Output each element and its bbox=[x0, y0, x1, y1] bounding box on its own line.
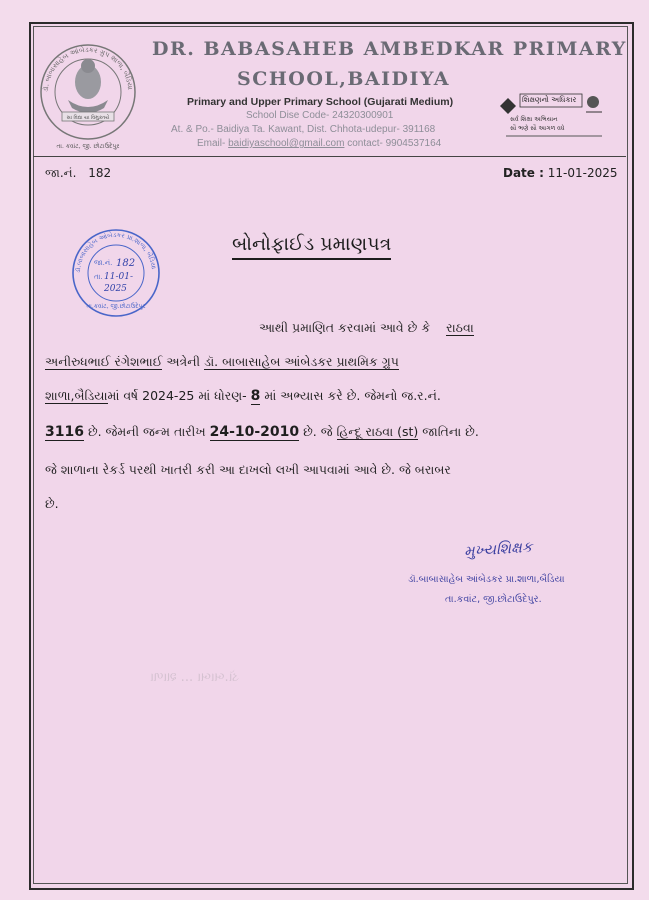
logo-ribbon-text: સા વિદ્યા યા વિમુક્તયે bbox=[66, 115, 110, 121]
school-stamp bbox=[64, 228, 168, 318]
body-line-2 bbox=[45, 354, 625, 370]
student-surname: રાઠવા bbox=[446, 320, 474, 335]
body-line4-text2: છે. જે bbox=[299, 424, 337, 439]
body-line-3 bbox=[45, 388, 625, 404]
signature-school: ડૉ.બાબાસાહેબ આંબેડકર પ્રા.શાળા,બૈડિયા bbox=[408, 574, 565, 585]
email-label: Email- bbox=[197, 138, 226, 149]
letter-date bbox=[503, 166, 618, 180]
date-of-birth: 24-10-2010 bbox=[209, 424, 300, 440]
stamp-date-label: તા. bbox=[94, 273, 103, 281]
stamp-no-label: જા.નં. bbox=[94, 259, 113, 267]
body-line-5: જે શાળાના રેકર્ડ પરથી ખાતરી કરી આ દાખલો લખી આપવામાં આવે છે. જે બરાબર bbox=[45, 462, 451, 477]
date-label: Date : bbox=[503, 166, 544, 180]
logo-bottom-text: તા. કવાંટ, જી. છોટાઉદેપુર bbox=[56, 143, 120, 150]
date-value: 11-01-2025 bbox=[547, 166, 618, 180]
school-subtitle: Primary and Upper Primary School (Gujarati Medium) bbox=[187, 96, 454, 108]
signature-place: તા.કવાંટ, જી.છોટાઉદેપુર. bbox=[445, 594, 542, 605]
stamp-ring-text: ડૉ.બાબાસાહેબ આંબેડકર પ્રા.શાળા, બૈડિયા bbox=[73, 230, 158, 274]
certificate-title: બોનોફાઈડ પ્રમાણપત્ર bbox=[232, 233, 391, 260]
school-dise-code: School Dise Code- 24320300901 bbox=[246, 110, 394, 121]
school-address: At. & Po.- Baidiya Ta. Kawant, Dist. Chhota-udepur- 391168 bbox=[171, 124, 436, 135]
body-line4-text: છે. જેમની જન્મ તારીખ bbox=[83, 424, 210, 439]
school-name-part1: ડૉ. બાબાસાહેબ આંબેડકર પ્રાથમિક ગ્રુપ bbox=[204, 354, 399, 369]
email-link[interactable]: baidiyaschool@gmail.com bbox=[228, 138, 345, 149]
student-caste: હિન્દૂ રાઠવા (st) bbox=[336, 424, 419, 439]
outward-label: જા.નં. bbox=[45, 166, 77, 180]
stamp-date-line2: 2025 bbox=[104, 284, 127, 294]
body-line-4 bbox=[45, 424, 625, 440]
outward-number bbox=[45, 166, 111, 181]
body-line3-text2: માં અભ્યાસ કરે છે. જેમનો જ.ર.નં. bbox=[260, 388, 441, 403]
body-line3-text: માં વર્ષ 2024-25 માં ધોરણ- bbox=[107, 388, 247, 403]
school-title-line2: SCHOOL,BAIDIYA bbox=[237, 68, 451, 90]
stamp-no: 182 bbox=[116, 258, 136, 269]
school-name-part2: શાળા,બૈડિયા bbox=[45, 388, 108, 403]
rte-logo-line2: સૌ ભણે સૌ આગળ વધે bbox=[510, 125, 565, 132]
bleed-through-text: ડૉ.બાબા ... શાળા bbox=[150, 670, 240, 685]
rte-logo-title: શિક્ષણનો અધિકાર bbox=[522, 95, 577, 104]
student-standard: 8 bbox=[250, 388, 261, 404]
rte-logo bbox=[498, 92, 608, 140]
body-line2-text: અત્રેની bbox=[162, 354, 205, 369]
school-contact bbox=[197, 138, 441, 149]
page-inner-border bbox=[33, 26, 628, 884]
body-line-1 bbox=[45, 320, 625, 336]
student-name: અનીરુધભાઈ રંગેશભાઈ bbox=[45, 354, 163, 369]
logo-ring-text: ડૉ. બાબાસાહેબ આંબેડકર ગ્રુપ શાળા, બૈડિયા bbox=[41, 45, 135, 93]
rte-logo-line1: સર્વ શિક્ષા અભિયાન bbox=[510, 116, 558, 123]
stamp-bottom-text: તા.કવાંટ, જી.છોટાઉદેપુર bbox=[86, 303, 146, 310]
header-divider bbox=[33, 156, 626, 157]
principal-signature: મુખ્યશિક્ષક bbox=[463, 537, 533, 561]
body-line4-text3: જાતિના છે. bbox=[418, 424, 479, 439]
contact-number: contact- 9904537164 bbox=[347, 138, 442, 149]
stamp-date-line1: 11-01- bbox=[104, 272, 133, 282]
school-logo bbox=[38, 30, 138, 152]
school-title-line1: DR. BABASAHEB AMBEDKAR PRIMARY bbox=[152, 38, 627, 60]
gr-number: 3116 bbox=[45, 424, 84, 440]
body-line1-text: આથી પ્રમાણિત કરવામાં આવે છે કે bbox=[259, 320, 431, 335]
outward-value: 182 bbox=[88, 166, 112, 180]
body-line-6: છે. bbox=[45, 496, 59, 511]
